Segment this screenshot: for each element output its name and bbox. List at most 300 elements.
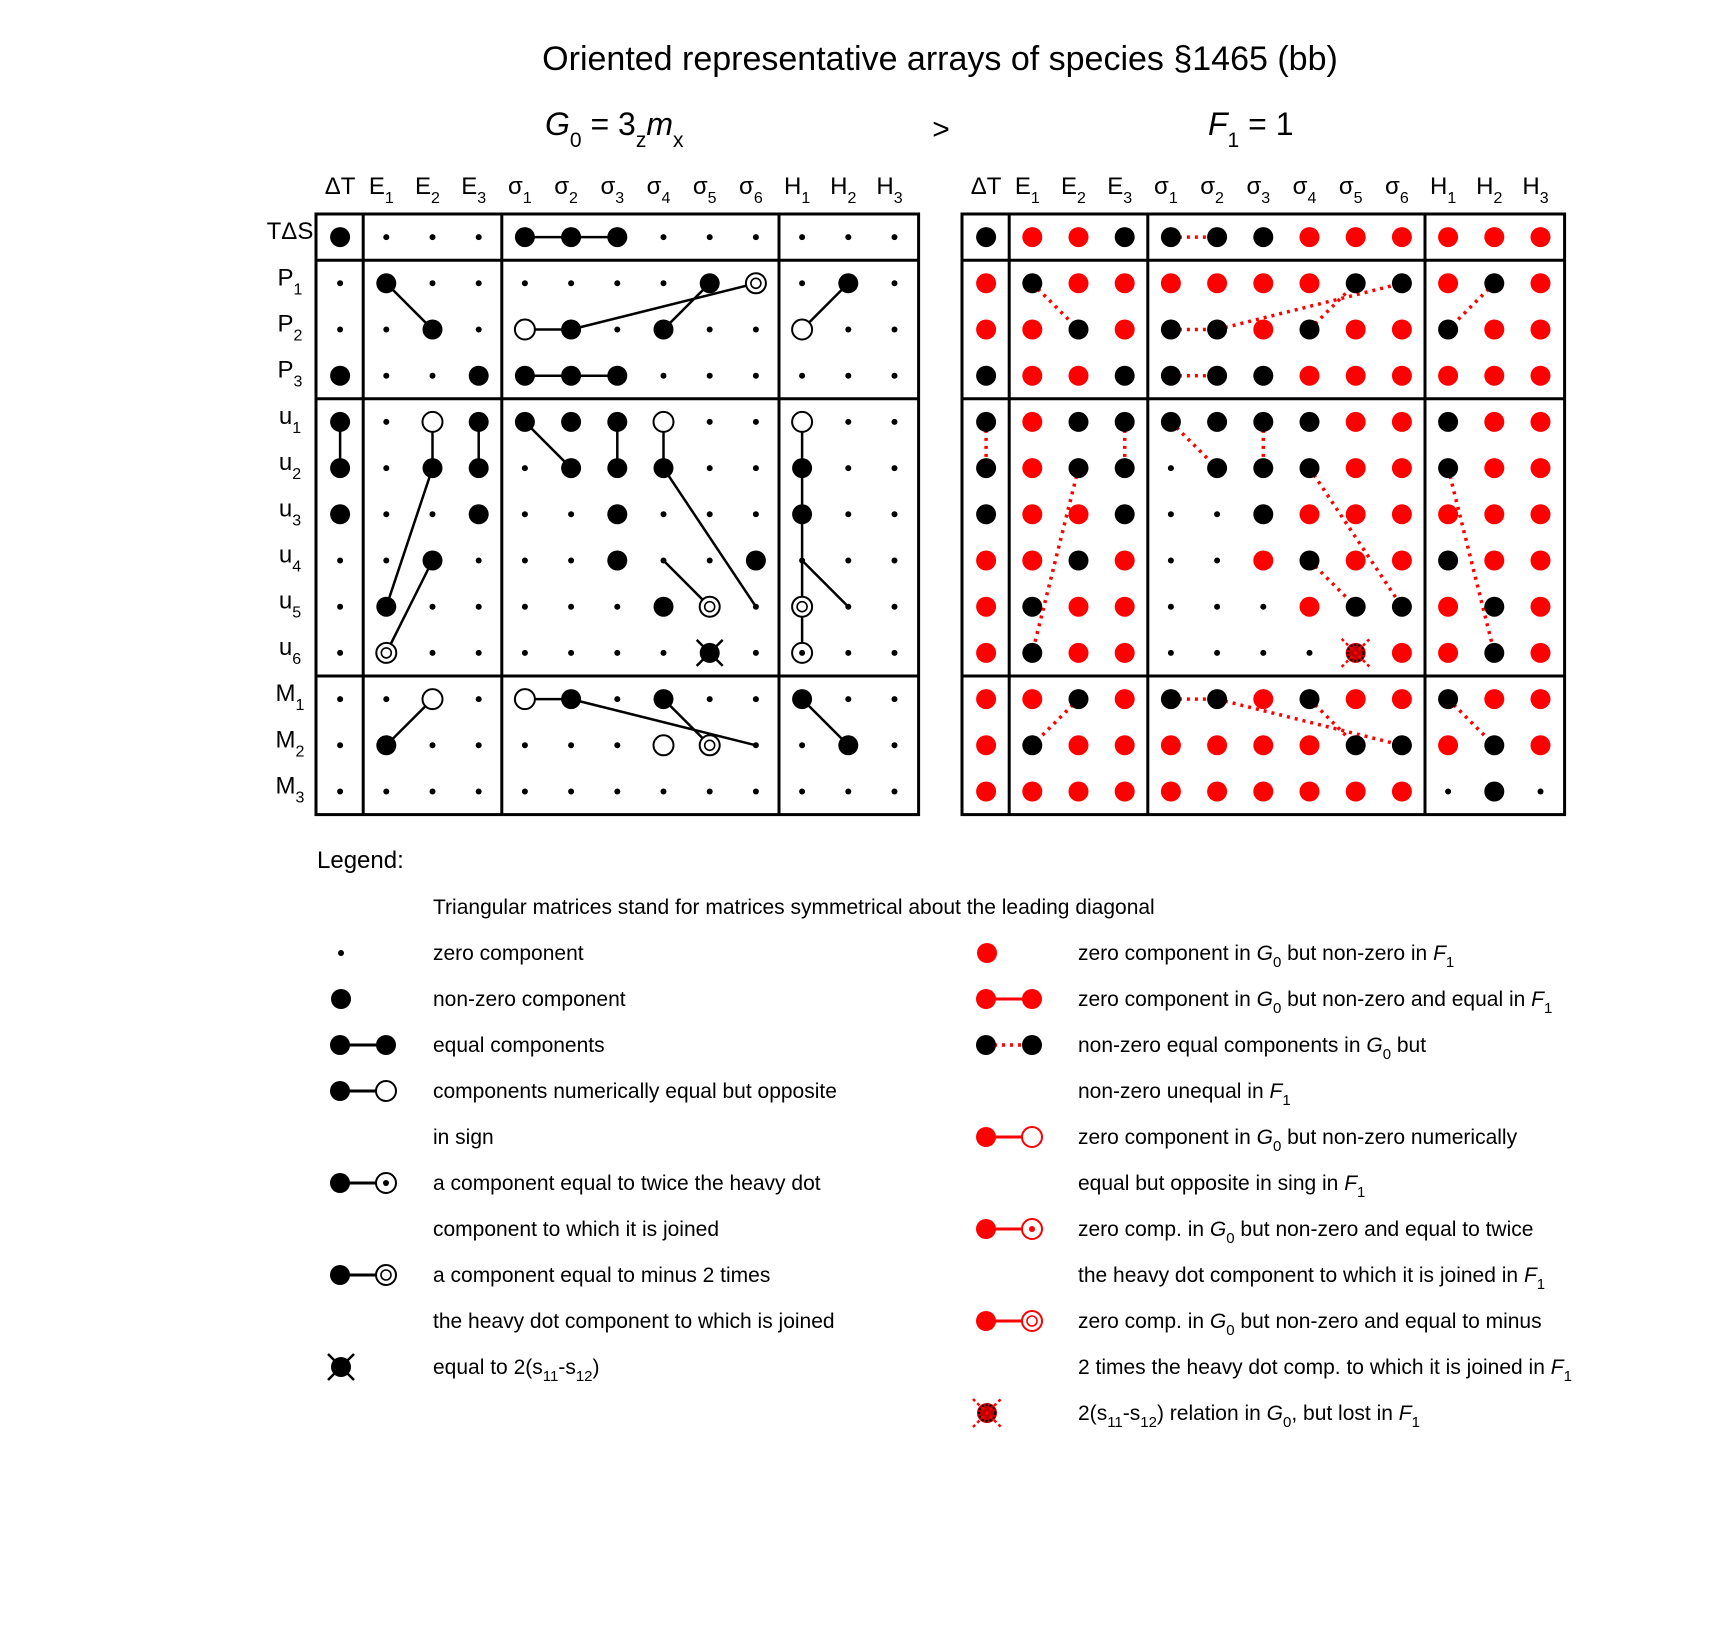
cell-left-9-3-dot bbox=[476, 650, 482, 656]
dotted-pair-icon-left bbox=[976, 1035, 996, 1055]
cell-right-4-2-heavy-dot bbox=[1069, 412, 1089, 432]
legend-right-item-3 bbox=[976, 1126, 1518, 1201]
row-label-text-sub: 1 bbox=[292, 419, 302, 437]
cell-left-6-6-heavy-dot bbox=[607, 504, 627, 524]
cell-right-12-5-red-dot bbox=[1207, 782, 1227, 802]
cell-right-12-2-red-dot bbox=[1069, 782, 1089, 802]
cell-right-5-5-heavy-dot bbox=[1207, 458, 1227, 478]
cell-left-12-5-dot bbox=[568, 789, 574, 795]
column-header-text-sub: 2 bbox=[569, 190, 578, 207]
legend-symbol: G bbox=[1266, 1402, 1284, 1425]
cell-right-5-7-heavy-dot bbox=[1300, 458, 1320, 478]
right-group-symbol: F bbox=[1208, 106, 1228, 142]
cell-left-5-1-dot bbox=[383, 465, 389, 471]
column-header-text: E bbox=[1014, 173, 1031, 200]
cell-right-8-12-red-dot bbox=[1531, 597, 1551, 617]
cell-right-7-2-heavy-dot bbox=[1069, 551, 1089, 571]
legend-symbol-sub: 1 bbox=[1563, 1368, 1572, 1385]
legend-symbol: F bbox=[1344, 1172, 1358, 1195]
cell-right-6-11-red-dot bbox=[1484, 504, 1504, 524]
cell-left-6-12-dot bbox=[892, 511, 898, 517]
cell-right-4-3-heavy-dot bbox=[1115, 412, 1135, 432]
cell-right-2-10-heavy-dot bbox=[1438, 320, 1458, 340]
equal-pair-icon-left bbox=[330, 1035, 350, 1055]
cell-left-11-9-dot bbox=[753, 742, 759, 748]
row-label-text-sub: 4 bbox=[292, 558, 302, 576]
red-equal-pair-icon-left bbox=[976, 989, 996, 1009]
cell-right-10-6-red-dot bbox=[1253, 689, 1273, 709]
cell-left-2-1-dot bbox=[383, 327, 389, 333]
column-header-text: H bbox=[783, 173, 802, 200]
cell-right-5-3-heavy-dot bbox=[1115, 458, 1135, 478]
cell-left-8-1-heavy-dot bbox=[376, 597, 396, 617]
cell-right-4-7-heavy-dot bbox=[1300, 412, 1320, 432]
cell-left-9-6-dot bbox=[614, 650, 620, 656]
column-header-text: σ bbox=[600, 173, 616, 200]
cell-left-6-7-dot bbox=[661, 511, 667, 517]
cell-left-7-12-dot bbox=[892, 558, 898, 564]
column-header-text-sub: 2 bbox=[847, 190, 857, 207]
cell-left-10-10-heavy-dot bbox=[792, 689, 812, 709]
cell-left-9-4-dot bbox=[522, 650, 528, 656]
cell-left-9-2-dot bbox=[430, 650, 436, 656]
cell-right-11-10-red-dot bbox=[1438, 735, 1458, 755]
cell-left-10-1-dot bbox=[383, 696, 389, 702]
column-header-left-11 bbox=[830, 173, 856, 207]
cell-left-11-7-open-circle bbox=[654, 735, 674, 755]
heavy-dot-icon bbox=[331, 989, 351, 1009]
legend-right-text-5-0 bbox=[1078, 1310, 1542, 1339]
cell-left-1-9-double-circle bbox=[746, 273, 766, 293]
column-header-text-sub: 4 bbox=[1307, 190, 1317, 207]
cell-right-0-4-heavy-dot bbox=[1161, 227, 1181, 247]
row-label-text: M bbox=[275, 726, 296, 754]
row-label-text: u bbox=[278, 541, 293, 569]
cell-right-11-4-red-dot bbox=[1161, 735, 1181, 755]
legend-symbol-sub: 1 bbox=[1543, 1000, 1553, 1017]
cell-left-2-6-dot bbox=[614, 327, 620, 333]
cell-left-5-4-dot bbox=[522, 465, 528, 471]
legend-text-run: zero component in bbox=[1078, 942, 1257, 965]
column-header-text-sub: 3 bbox=[893, 190, 903, 207]
cell-right-3-12-red-dot bbox=[1531, 366, 1551, 386]
column-header-text-sub: 1 bbox=[801, 190, 811, 207]
legend-left-text-0-0 bbox=[433, 942, 584, 965]
legend-symbol-sub: 1 bbox=[1411, 1414, 1420, 1431]
column-header-text: E bbox=[368, 173, 385, 200]
row-label-4 bbox=[279, 403, 301, 437]
row-label-text-sub: 3 bbox=[295, 789, 305, 807]
cell-left-11-4-dot bbox=[522, 742, 528, 748]
right-group-sub: 1 bbox=[1227, 129, 1240, 152]
row-label-text-sub: 2 bbox=[293, 327, 303, 345]
cell-left-2-8-dot bbox=[707, 327, 713, 333]
legend-text-run: ) relation in bbox=[1156, 1402, 1267, 1425]
matrix-links-right bbox=[986, 237, 1494, 745]
cell-right-0-2-red-dot bbox=[1069, 227, 1089, 247]
cell-right-1-1-heavy-dot bbox=[1022, 273, 1042, 293]
cell-right-9-12-red-dot bbox=[1531, 643, 1551, 663]
column-header-text: E bbox=[1061, 173, 1078, 200]
row-label-11 bbox=[276, 726, 305, 760]
legend-symbol-sub: 0 bbox=[1272, 954, 1282, 971]
legend-symbol: s bbox=[1129, 1402, 1141, 1425]
cell-left-9-12-dot bbox=[892, 650, 898, 656]
cell-right-11-2-red-dot bbox=[1069, 735, 1089, 755]
cell-left-10-11-dot bbox=[845, 696, 851, 702]
cell-right-6-0-heavy-dot bbox=[976, 504, 996, 524]
cell-left-11-12-dot bbox=[892, 742, 898, 748]
dot-icon bbox=[338, 950, 344, 956]
cell-left-8-9-dot bbox=[753, 604, 759, 610]
legend-left-item-3 bbox=[330, 1080, 837, 1149]
row-label-text: P bbox=[277, 264, 294, 292]
cell-right-2-4-heavy-dot bbox=[1161, 320, 1181, 340]
cell-left-1-1-heavy-dot bbox=[376, 273, 396, 293]
cell-right-9-5-dot bbox=[1214, 650, 1220, 656]
cell-right-3-2-red-dot bbox=[1069, 366, 1089, 386]
cell-left-4-1-dot bbox=[383, 419, 389, 425]
row-label-text-sub: 2 bbox=[292, 466, 302, 484]
cell-left-6-1-dot bbox=[383, 511, 389, 517]
cell-right-1-5-red-dot bbox=[1207, 273, 1227, 293]
column-header-text-sub: 3 bbox=[477, 190, 487, 207]
column-header-right-5 bbox=[1200, 173, 1224, 207]
legend-right-text-4-0 bbox=[1078, 1218, 1533, 1247]
legend-right-item-5 bbox=[976, 1310, 1572, 1385]
cell-right-11-1-heavy-dot bbox=[1022, 735, 1042, 755]
cell-right-3-11-red-dot bbox=[1484, 366, 1504, 386]
cell-left-4-12-dot bbox=[892, 419, 898, 425]
cell-right-1-0-red-dot bbox=[976, 273, 996, 293]
legend-text-run: equal but opposite in sing in bbox=[1078, 1172, 1345, 1195]
row-label-6 bbox=[279, 495, 301, 529]
legend-text-run: but non-zero and equal in bbox=[1281, 988, 1532, 1011]
cell-right-11-8-heavy-dot bbox=[1346, 735, 1366, 755]
cell-right-7-11-red-dot bbox=[1484, 551, 1504, 571]
cell-right-6-8-red-dot bbox=[1346, 504, 1366, 524]
cell-left-7-0-dot bbox=[337, 558, 343, 564]
red-dot-icon bbox=[977, 943, 997, 963]
cell-left-4-3-heavy-dot bbox=[469, 412, 489, 432]
cell-left-5-12-dot bbox=[892, 465, 898, 471]
legend-symbol: G bbox=[1209, 1310, 1227, 1333]
cell-left-1-7-dot bbox=[661, 280, 667, 286]
cell-left-2-0-dot bbox=[337, 327, 343, 333]
left-group-symbol: G bbox=[545, 106, 570, 142]
matrix-link bbox=[1310, 468, 1402, 607]
cell-left-2-12-dot bbox=[892, 327, 898, 333]
legend-symbol-sub: 0 bbox=[1272, 1000, 1282, 1017]
cell-left-12-3-dot bbox=[476, 789, 482, 795]
cell-left-9-5-dot bbox=[568, 650, 574, 656]
cell-right-5-1-red-dot bbox=[1022, 458, 1042, 478]
legend-symbol: F bbox=[1398, 1402, 1412, 1425]
cell-left-11-5-dot bbox=[568, 742, 574, 748]
cell-left-3-6-heavy-dot bbox=[607, 366, 627, 386]
column-header-left-4 bbox=[508, 173, 532, 207]
legend-text-run: 2( bbox=[1078, 1402, 1097, 1425]
column-header-text-sub: 3 bbox=[1539, 190, 1549, 207]
cell-right-12-9-red-dot bbox=[1392, 782, 1412, 802]
cell-right-6-10-red-dot bbox=[1438, 504, 1458, 524]
legend-left-item-2 bbox=[330, 1034, 605, 1057]
cell-left-5-6-heavy-dot bbox=[607, 458, 627, 478]
cell-left-12-12-dot bbox=[892, 789, 898, 795]
cell-left-5-10-heavy-dot bbox=[792, 458, 812, 478]
legend-text-run: component to which it is joined bbox=[433, 1218, 719, 1241]
legend-text-run: zero comp. in bbox=[1078, 1218, 1210, 1241]
cell-left-8-3-dot bbox=[476, 604, 482, 610]
legend-left-text-3-0 bbox=[433, 1080, 837, 1103]
column-header-left-12 bbox=[876, 173, 902, 207]
column-header-text-sub: 2 bbox=[1077, 190, 1086, 207]
row-label-10 bbox=[276, 680, 305, 714]
left-group-equals: = 3 bbox=[581, 106, 636, 142]
legend-left-text-4-1 bbox=[433, 1218, 719, 1241]
cell-left-2-9-dot bbox=[753, 327, 759, 333]
cell-right-3-4-heavy-dot bbox=[1161, 366, 1181, 386]
cell-left-10-6-dot bbox=[614, 696, 620, 702]
legend-text-run: - bbox=[558, 1356, 566, 1379]
cell-left-3-1-dot bbox=[383, 373, 389, 379]
cell-right-7-7-heavy-dot bbox=[1300, 551, 1320, 571]
cell-left-3-11-dot bbox=[845, 373, 851, 379]
matrices bbox=[267, 173, 1565, 815]
column-header-left-6 bbox=[600, 173, 624, 207]
cell-left-4-5-heavy-dot bbox=[561, 412, 581, 432]
cell-left-1-2-dot bbox=[430, 280, 436, 286]
column-header-text: σ bbox=[508, 173, 523, 200]
legend-left-item-1 bbox=[331, 988, 626, 1011]
column-header-text-sub: 2 bbox=[431, 190, 440, 207]
row-label-text-sub: 3 bbox=[292, 512, 302, 530]
cell-left-0-12-dot bbox=[892, 234, 898, 240]
cell-left-4-6-heavy-dot bbox=[607, 412, 627, 432]
legend-right-text-5-1 bbox=[1078, 1356, 1572, 1385]
red-opposite-pair-icon-right bbox=[1022, 1127, 1042, 1147]
column-header-text: H bbox=[830, 173, 848, 200]
column-header-text-sub: 1 bbox=[522, 190, 532, 207]
column-header-text-sub: 6 bbox=[753, 190, 763, 207]
column-header-text: σ bbox=[1200, 173, 1216, 200]
cell-right-7-1-red-dot bbox=[1022, 551, 1042, 571]
cell-right-1-10-red-dot bbox=[1438, 273, 1458, 293]
cell-right-0-8-red-dot bbox=[1346, 227, 1366, 247]
cell-left-3-2-dot bbox=[430, 373, 436, 379]
row-label-12 bbox=[276, 773, 305, 807]
legend-right-text-6-0 bbox=[1078, 1402, 1420, 1431]
cell-left-0-8-dot bbox=[707, 234, 713, 240]
legend-left-text-1-0 bbox=[433, 988, 626, 1011]
legend-symbol: s bbox=[1096, 1402, 1108, 1425]
column-header-text-sub: 5 bbox=[1353, 190, 1363, 207]
cell-right-6-5-dot bbox=[1214, 511, 1220, 517]
row-label-text: M bbox=[275, 680, 296, 708]
cell-right-0-10-red-dot bbox=[1438, 227, 1458, 247]
cell-right-12-6-red-dot bbox=[1253, 782, 1273, 802]
column-header-text-sub: 2 bbox=[1215, 190, 1224, 207]
matrix-panel-right bbox=[962, 173, 1565, 815]
column-header-text-sub: 3 bbox=[1261, 190, 1271, 207]
cell-left-11-3-dot bbox=[476, 742, 482, 748]
column-header-right-7 bbox=[1293, 173, 1317, 207]
column-header-right-2 bbox=[1061, 173, 1086, 207]
cell-left-3-4-heavy-dot bbox=[515, 366, 535, 386]
cell-right-8-5-dot bbox=[1214, 604, 1220, 610]
cell-right-2-2-heavy-dot bbox=[1069, 320, 1089, 340]
cell-left-9-11-dot bbox=[845, 650, 851, 656]
legend-symbol: G bbox=[1366, 1034, 1383, 1057]
column-header-right-4 bbox=[1154, 173, 1178, 207]
matrix-panel-left bbox=[316, 173, 919, 815]
cell-right-9-4-dot bbox=[1168, 650, 1174, 656]
column-header-left-9 bbox=[739, 173, 763, 207]
legend-right-text-3-0 bbox=[1078, 1126, 1518, 1155]
legend-text-run: zero component bbox=[433, 942, 584, 965]
cell-right-2-9-red-dot bbox=[1392, 320, 1412, 340]
cell-left-4-2-open-circle bbox=[423, 412, 443, 432]
cell-right-10-11-red-dot bbox=[1484, 689, 1504, 709]
legend-text-run: the heavy dot component to which is joined bbox=[433, 1310, 835, 1333]
cell-right-6-3-heavy-dot bbox=[1115, 504, 1135, 524]
cell-left-5-8-dot bbox=[707, 465, 713, 471]
cell-left-11-6-dot bbox=[614, 742, 620, 748]
row-label-text-sub: 1 bbox=[295, 697, 305, 715]
column-header-text: σ bbox=[1385, 173, 1400, 200]
legend-text-run: in sign bbox=[433, 1126, 494, 1149]
cell-left-1-0-dot bbox=[337, 280, 343, 286]
matrix-links-left bbox=[340, 237, 848, 745]
column-header-left-2 bbox=[415, 173, 440, 207]
legend-symbol: F bbox=[1531, 988, 1544, 1011]
cell-right-2-8-red-dot bbox=[1346, 320, 1366, 340]
cell-right-4-8-red-dot bbox=[1346, 412, 1366, 432]
legend-symbol-sub: 1 bbox=[1357, 1184, 1366, 1201]
row-label-text-sub: 1 bbox=[293, 281, 303, 299]
cell-left-9-9-dot bbox=[753, 650, 759, 656]
cell-right-1-12-red-dot bbox=[1531, 273, 1551, 293]
legend-text-run: but non-zero in bbox=[1281, 942, 1434, 965]
cell-right-12-3-red-dot bbox=[1115, 782, 1135, 802]
legend-symbol-sub: 1 bbox=[1282, 1092, 1291, 1109]
legend-symbol-sub: 11 bbox=[542, 1368, 559, 1385]
cell-right-9-7-dot bbox=[1307, 650, 1313, 656]
cell-left-8-11-dot bbox=[845, 604, 851, 610]
cell-right-11-3-red-dot bbox=[1115, 735, 1135, 755]
cell-left-3-7-dot bbox=[661, 373, 667, 379]
cell-right-1-11-heavy-dot bbox=[1484, 273, 1504, 293]
cell-right-8-2-red-dot bbox=[1069, 597, 1089, 617]
legend-symbol-sub: 0 bbox=[1226, 1230, 1235, 1247]
cell-left-7-6-heavy-dot bbox=[607, 551, 627, 571]
cell-right-12-10-dot bbox=[1445, 789, 1451, 795]
cell-right-5-8-red-dot bbox=[1346, 458, 1366, 478]
cell-left-1-8-heavy-dot bbox=[700, 273, 720, 293]
cell-right-5-9-red-dot bbox=[1392, 458, 1412, 478]
column-header-text: H bbox=[1429, 173, 1448, 200]
row-label-5 bbox=[279, 449, 301, 483]
cell-right-6-9-red-dot bbox=[1392, 504, 1412, 524]
cell-right-10-9-red-dot bbox=[1392, 689, 1412, 709]
cell-right-3-10-red-dot bbox=[1438, 366, 1458, 386]
cell-left-11-2-dot bbox=[430, 742, 436, 748]
legend-text-run: zero comp. in bbox=[1078, 1310, 1210, 1333]
cell-right-1-3-red-dot bbox=[1115, 273, 1135, 293]
cell-right-10-12-red-dot bbox=[1531, 689, 1551, 709]
legend-text-run: the heavy dot component to which it is joined in bbox=[1078, 1264, 1524, 1287]
legend-left-item-4 bbox=[330, 1172, 821, 1241]
row-label-text: M bbox=[275, 772, 296, 800]
group-relation: > bbox=[932, 113, 950, 146]
cell-left-3-5-heavy-dot bbox=[561, 366, 581, 386]
cell-right-3-7-red-dot bbox=[1300, 366, 1320, 386]
cell-left-9-10-dot-circle-center bbox=[799, 650, 805, 656]
cell-right-1-9-heavy-dot bbox=[1392, 273, 1412, 293]
column-header-right-8 bbox=[1339, 173, 1363, 207]
cell-left-9-7-dot bbox=[661, 650, 667, 656]
legend-text-run: but non-zero numerically bbox=[1281, 1126, 1518, 1149]
cell-left-5-11-dot bbox=[845, 465, 851, 471]
cell-left-0-1-dot bbox=[383, 234, 389, 240]
legend-right-item-0 bbox=[977, 942, 1454, 971]
cell-left-4-8-dot bbox=[707, 419, 713, 425]
cell-right-8-0-red-dot bbox=[976, 597, 996, 617]
legend-symbol-sub: 1 bbox=[1536, 1276, 1546, 1293]
cell-left-8-0-dot bbox=[337, 604, 343, 610]
cell-right-2-6-red-dot bbox=[1253, 320, 1273, 340]
cell-left-9-0-dot bbox=[337, 650, 343, 656]
cell-left-4-10-open-circle bbox=[792, 412, 812, 432]
legend-symbol-sub: 12 bbox=[575, 1368, 593, 1385]
column-header-right-10 bbox=[1430, 173, 1456, 207]
cell-left-5-0-heavy-dot bbox=[330, 458, 350, 478]
legend-text-run: , but lost in bbox=[1291, 1402, 1399, 1425]
cell-left-8-10-double-circle bbox=[792, 597, 812, 617]
cell-left-1-4-dot bbox=[522, 280, 528, 286]
column-header-text-sub: 1 bbox=[1447, 190, 1457, 207]
cell-right-4-11-red-dot bbox=[1484, 412, 1504, 432]
column-header-text: σ bbox=[1338, 173, 1354, 200]
legend-left-text-4-0 bbox=[433, 1172, 821, 1195]
cell-left-0-4-heavy-dot bbox=[515, 227, 535, 247]
column-header-right-11 bbox=[1476, 173, 1502, 207]
legend-symbol-sub: 11 bbox=[1107, 1414, 1123, 1431]
legend-right-text-2-0 bbox=[1078, 1034, 1426, 1063]
cell-left-10-9-dot bbox=[753, 696, 759, 702]
cell-left-6-4-dot bbox=[522, 511, 528, 517]
cell-right-10-2-heavy-dot bbox=[1069, 689, 1089, 709]
legend-right-item-6 bbox=[973, 1399, 1420, 1431]
row-label-text: u bbox=[278, 495, 293, 523]
cell-left-4-11-dot bbox=[845, 419, 851, 425]
legend-right-text-1-0 bbox=[1078, 988, 1552, 1017]
legend-left-item-5 bbox=[330, 1264, 835, 1333]
legend-text-run: but non-zero and equal to twice bbox=[1234, 1218, 1534, 1241]
legend-right-text-3-1 bbox=[1078, 1172, 1365, 1201]
cell-left-8-8-double-circle bbox=[700, 597, 720, 617]
row-label-text: u bbox=[278, 587, 293, 615]
cell-right-8-10-red-dot bbox=[1438, 597, 1458, 617]
cell-left-0-7-dot bbox=[661, 234, 667, 240]
cell-right-6-7-red-dot bbox=[1300, 504, 1320, 524]
cell-right-1-4-red-dot bbox=[1161, 273, 1181, 293]
cell-right-3-8-red-dot bbox=[1346, 366, 1366, 386]
cell-left-11-0-dot bbox=[337, 742, 343, 748]
left-group-x-sub: x bbox=[673, 129, 684, 152]
cell-right-11-0-red-dot bbox=[976, 735, 996, 755]
legend-right-item-2 bbox=[976, 1034, 1426, 1109]
